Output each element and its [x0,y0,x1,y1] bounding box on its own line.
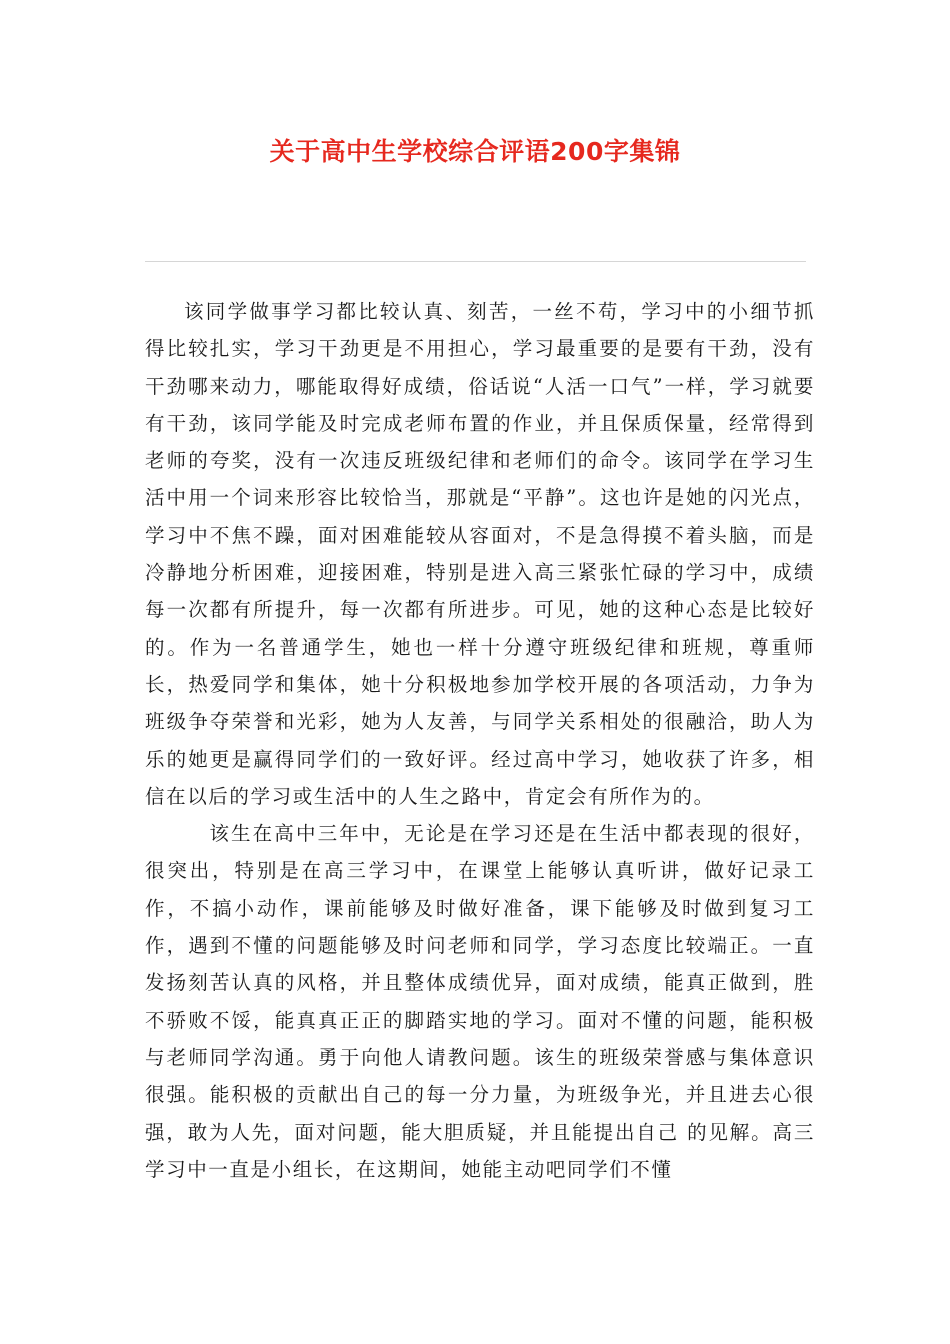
document-title: 关于高中生学校综合评语200字集锦 [269,137,681,166]
paragraph-2: 该生在高中三年中，无论是在学习还是在生活中都表现的很好，很突出，特别是在高三学习中，在课堂上能够认真听讲，做好记录工作，不搞小动作，课前能够及时做好准备，课下能够及时做到复习工作，遇到不懂的问题能够及时问老师和同学，学习态度比较端正。一直发扬刻苦认真的风格，并且整体成绩优异，面对成绩，能真正做到，胜不骄败不馁，能真真正正的脚踏实地的学习。面对不懂的问题，能积极与老师同学沟通。勇于向他人请教问题。该生的班级荣誉感与集体意识很强。能积极的贡献出自己的每一分力量，为班级争光，并且进去心很强，敢为人先，面对问题，能大胆质疑，并且能提出自己 的见解。高三学习中一直是小组长，在这期间，她能主动吧同学们不懂 [145,822,815,1181]
title-divider [145,261,806,262]
paragraph-1: 该同学做事学习都比较认真、刻苦，一丝不苟，学习中的小细节抓得比较扎实，学习干劲更是不用担心，学习最重要的是要有干劲，没有干劲哪来动力，哪能取得好成绩，俗话说“人活一口气”一样，学习就要有干劲，该同学能及时完成老师布置的作业，并且保质保量，经常得到老师的夸奖，没有一次违反班级纪律和老师们的命令。该同学在学习生活中用一个词来形容比较恰当，那就是“平静”。这也许是她的闪光点，学习中不焦不躁，面对困难能较从容面对，不是急得摸不着头脑，而是冷静地分析困难，迎接困难，特别是进入高三紧张忙碌的学习中，成绩每一次都有所提升，每一次都有所进步。可见，她的这种心态是比较好的。作为一名普通学生，她也一样十分遵守班级纪律和班规，尊重师长，热爱同学和集体，她十分积极地参加学校开展的各项活动，力争为班级争夺荣誉和光彩，她为人友善，与同学关系相处的很融洽，助人为乐的她更是赢得同学们的一致好评。经过高中学习，她收获了许多，相信在以后的学习或生活中的人生之路中，肯定会有所作为的。 [145,300,815,808]
document-body [145,293,815,1188]
